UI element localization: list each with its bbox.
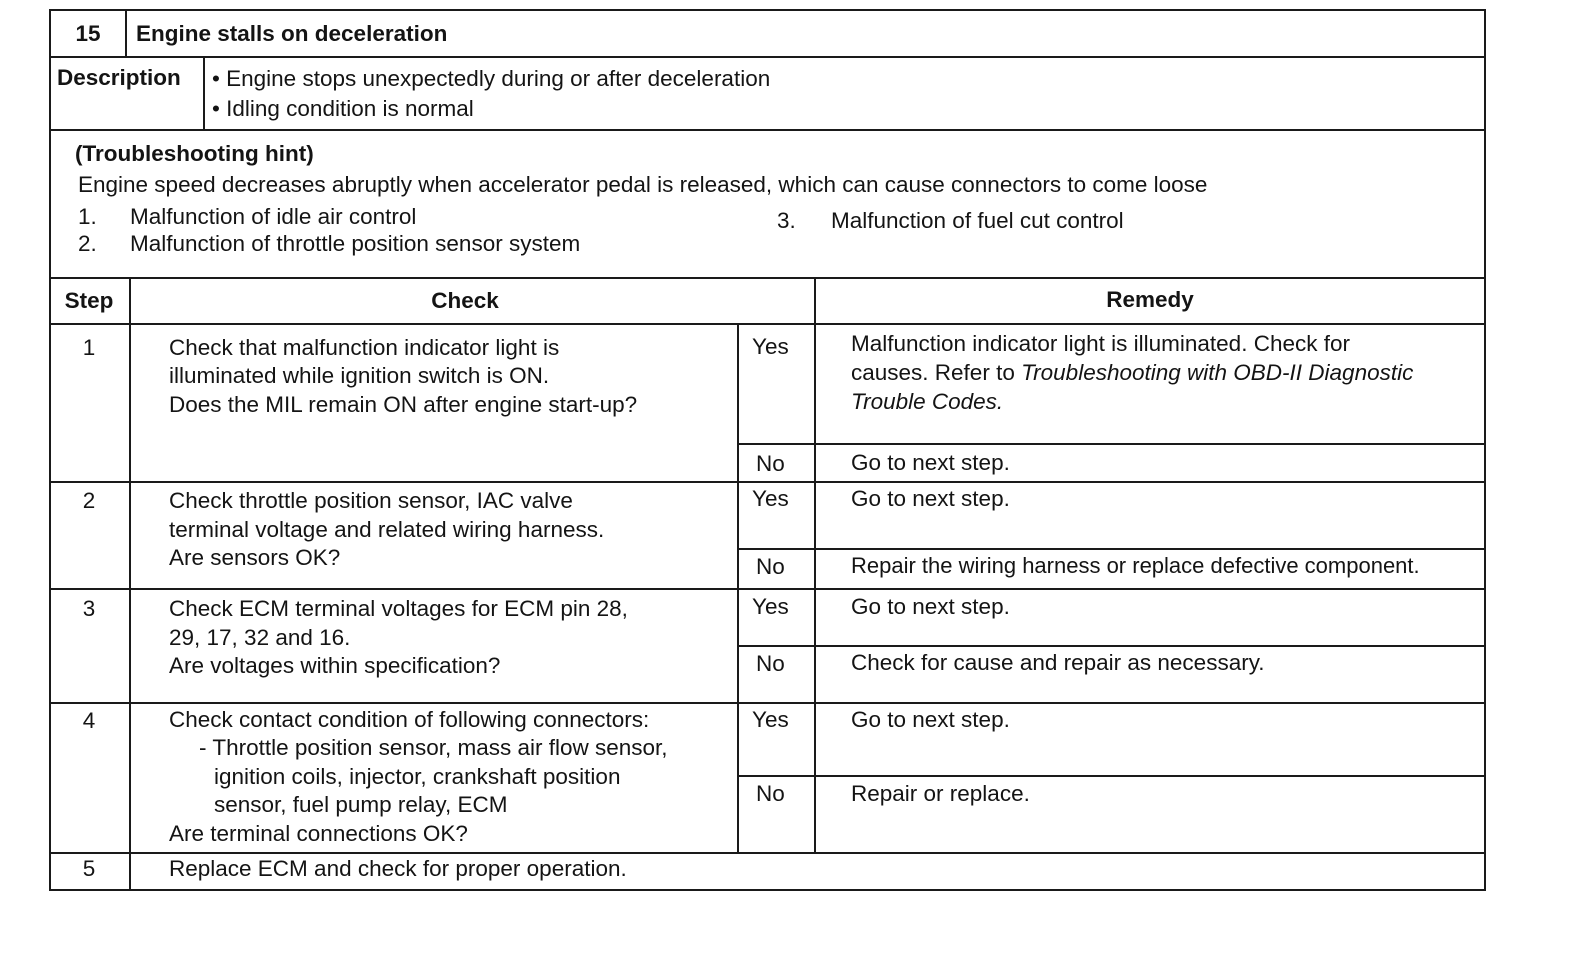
step4-yesno-line <box>737 775 1486 777</box>
hint-item-3-num: 3. <box>777 208 796 233</box>
step-number: 3 <box>82 596 96 621</box>
step1-yes-label: Yes <box>752 334 789 359</box>
hint-item-1-num: 1. <box>78 204 97 229</box>
hint-intro: Engine speed decreases abruptly when accelerator pedal is released, which can cause connectors to come loose <box>78 172 1208 197</box>
description-line-2: • Idling condition is normal <box>212 96 474 121</box>
column-header-step: Step <box>64 288 114 313</box>
step3-no-label: No <box>756 651 785 676</box>
hint-title: (Troubleshooting hint) <box>75 141 314 166</box>
table-border-top <box>49 9 1486 11</box>
step1-yes-remedy-reference: Troubleshooting with OBD-II Diagnostic <box>1021 360 1414 385</box>
column-header-check: Check <box>431 288 499 313</box>
step2-no-label: No <box>756 554 785 579</box>
description-label: Description <box>57 65 181 90</box>
step1-no-label: No <box>756 451 785 476</box>
step1-no-remedy: Go to next step. <box>851 450 1010 475</box>
hint-item-3-text: Malfunction of fuel cut control <box>831 208 1124 233</box>
table-border-left <box>49 9 51 891</box>
step2-yesno-line <box>737 548 1486 550</box>
step1-yesno-line <box>737 443 1486 445</box>
step1-yes-remedy-line1: Malfunction indicator light is illuminated. Check for <box>851 331 1350 356</box>
step3-check-line1: Check ECM terminal voltages for ECM pin 28, <box>169 596 628 621</box>
step3-yes-remedy: Go to next step. <box>851 594 1010 619</box>
procedure-title: Engine stalls on deceleration <box>136 21 448 46</box>
procedure-number: 15 <box>75 21 101 46</box>
step1-yes-remedy-line2-plain: causes. Refer to <box>851 360 1022 385</box>
step3-yes-label: Yes <box>752 594 789 619</box>
step1-check-line3: Does the MIL remain ON after engine start-up? <box>169 392 638 417</box>
remedy-column-line <box>814 277 816 853</box>
description-line-1: • Engine stops unexpectedly during or after deceleration <box>212 66 771 91</box>
step2-no-remedy: Repair the wiring harness or replace defective component. <box>851 553 1420 578</box>
step3-check-line3: Are voltages within specification? <box>169 653 501 678</box>
step-number: 1 <box>82 335 96 360</box>
column-header-remedy: Remedy <box>1106 287 1194 312</box>
step5-check-line1: Replace ECM and check for proper operation. <box>169 856 627 881</box>
step4-check-line2: - Throttle position sensor, mass air flow sensor, <box>199 735 668 760</box>
step1-yes-remedy-line2 <box>851 359 1413 387</box>
step1-bottom-line <box>49 481 1486 483</box>
hint-item-1-text: Malfunction of idle air control <box>130 204 417 229</box>
step3-no-remedy: Check for cause and repair as necessary. <box>851 650 1265 675</box>
step2-check-line3: Are sensors OK? <box>169 545 341 570</box>
hint-item-2-text: Malfunction of throttle position sensor system <box>130 231 581 256</box>
step1-yes-remedy-line3: Trouble Codes. <box>851 389 1004 414</box>
header-bottom-line <box>49 56 1486 58</box>
step4-check-line4: sensor, fuel pump relay, ECM <box>214 792 508 817</box>
step-number: 5 <box>82 856 96 881</box>
table-border-bottom <box>49 889 1486 891</box>
step3-check-line2: 29, 17, 32 and 16. <box>169 625 351 650</box>
step-number: 2 <box>82 488 96 513</box>
hint-bottom-line <box>49 277 1486 279</box>
step4-check-line3: ignition coils, injector, crankshaft position <box>214 764 621 789</box>
step2-bottom-line <box>49 588 1486 590</box>
step4-check-line1: Check contact condition of following connectors: <box>169 707 650 732</box>
step2-check-line2: terminal voltage and related wiring harness. <box>169 517 605 542</box>
table-border-right <box>1484 9 1486 891</box>
step4-bottom-line <box>49 852 1486 854</box>
step-number: 4 <box>82 708 96 733</box>
step4-yes-label: Yes <box>752 707 789 732</box>
step4-no-remedy: Repair or replace. <box>851 781 1030 806</box>
step2-yes-remedy: Go to next step. <box>851 486 1010 511</box>
step4-no-label: No <box>756 781 785 806</box>
step3-yesno-line <box>737 645 1486 647</box>
step1-check-line2: illuminated while ignition switch is ON. <box>169 363 550 388</box>
step-column-line <box>129 277 131 889</box>
step3-bottom-line <box>49 702 1486 704</box>
hint-item-2-num: 2. <box>78 231 97 256</box>
step2-yes-label: Yes <box>752 486 789 511</box>
column-header-bottom-line <box>49 323 1486 325</box>
step1-check-line1: Check that malfunction indicator light is <box>169 335 560 360</box>
step4-check-line5: Are terminal connections OK? <box>169 821 468 846</box>
step4-yes-remedy: Go to next step. <box>851 707 1010 732</box>
step2-check-line1: Check throttle position sensor, IAC valve <box>169 488 573 513</box>
description-bottom-line <box>49 129 1486 131</box>
description-divider <box>203 56 205 130</box>
